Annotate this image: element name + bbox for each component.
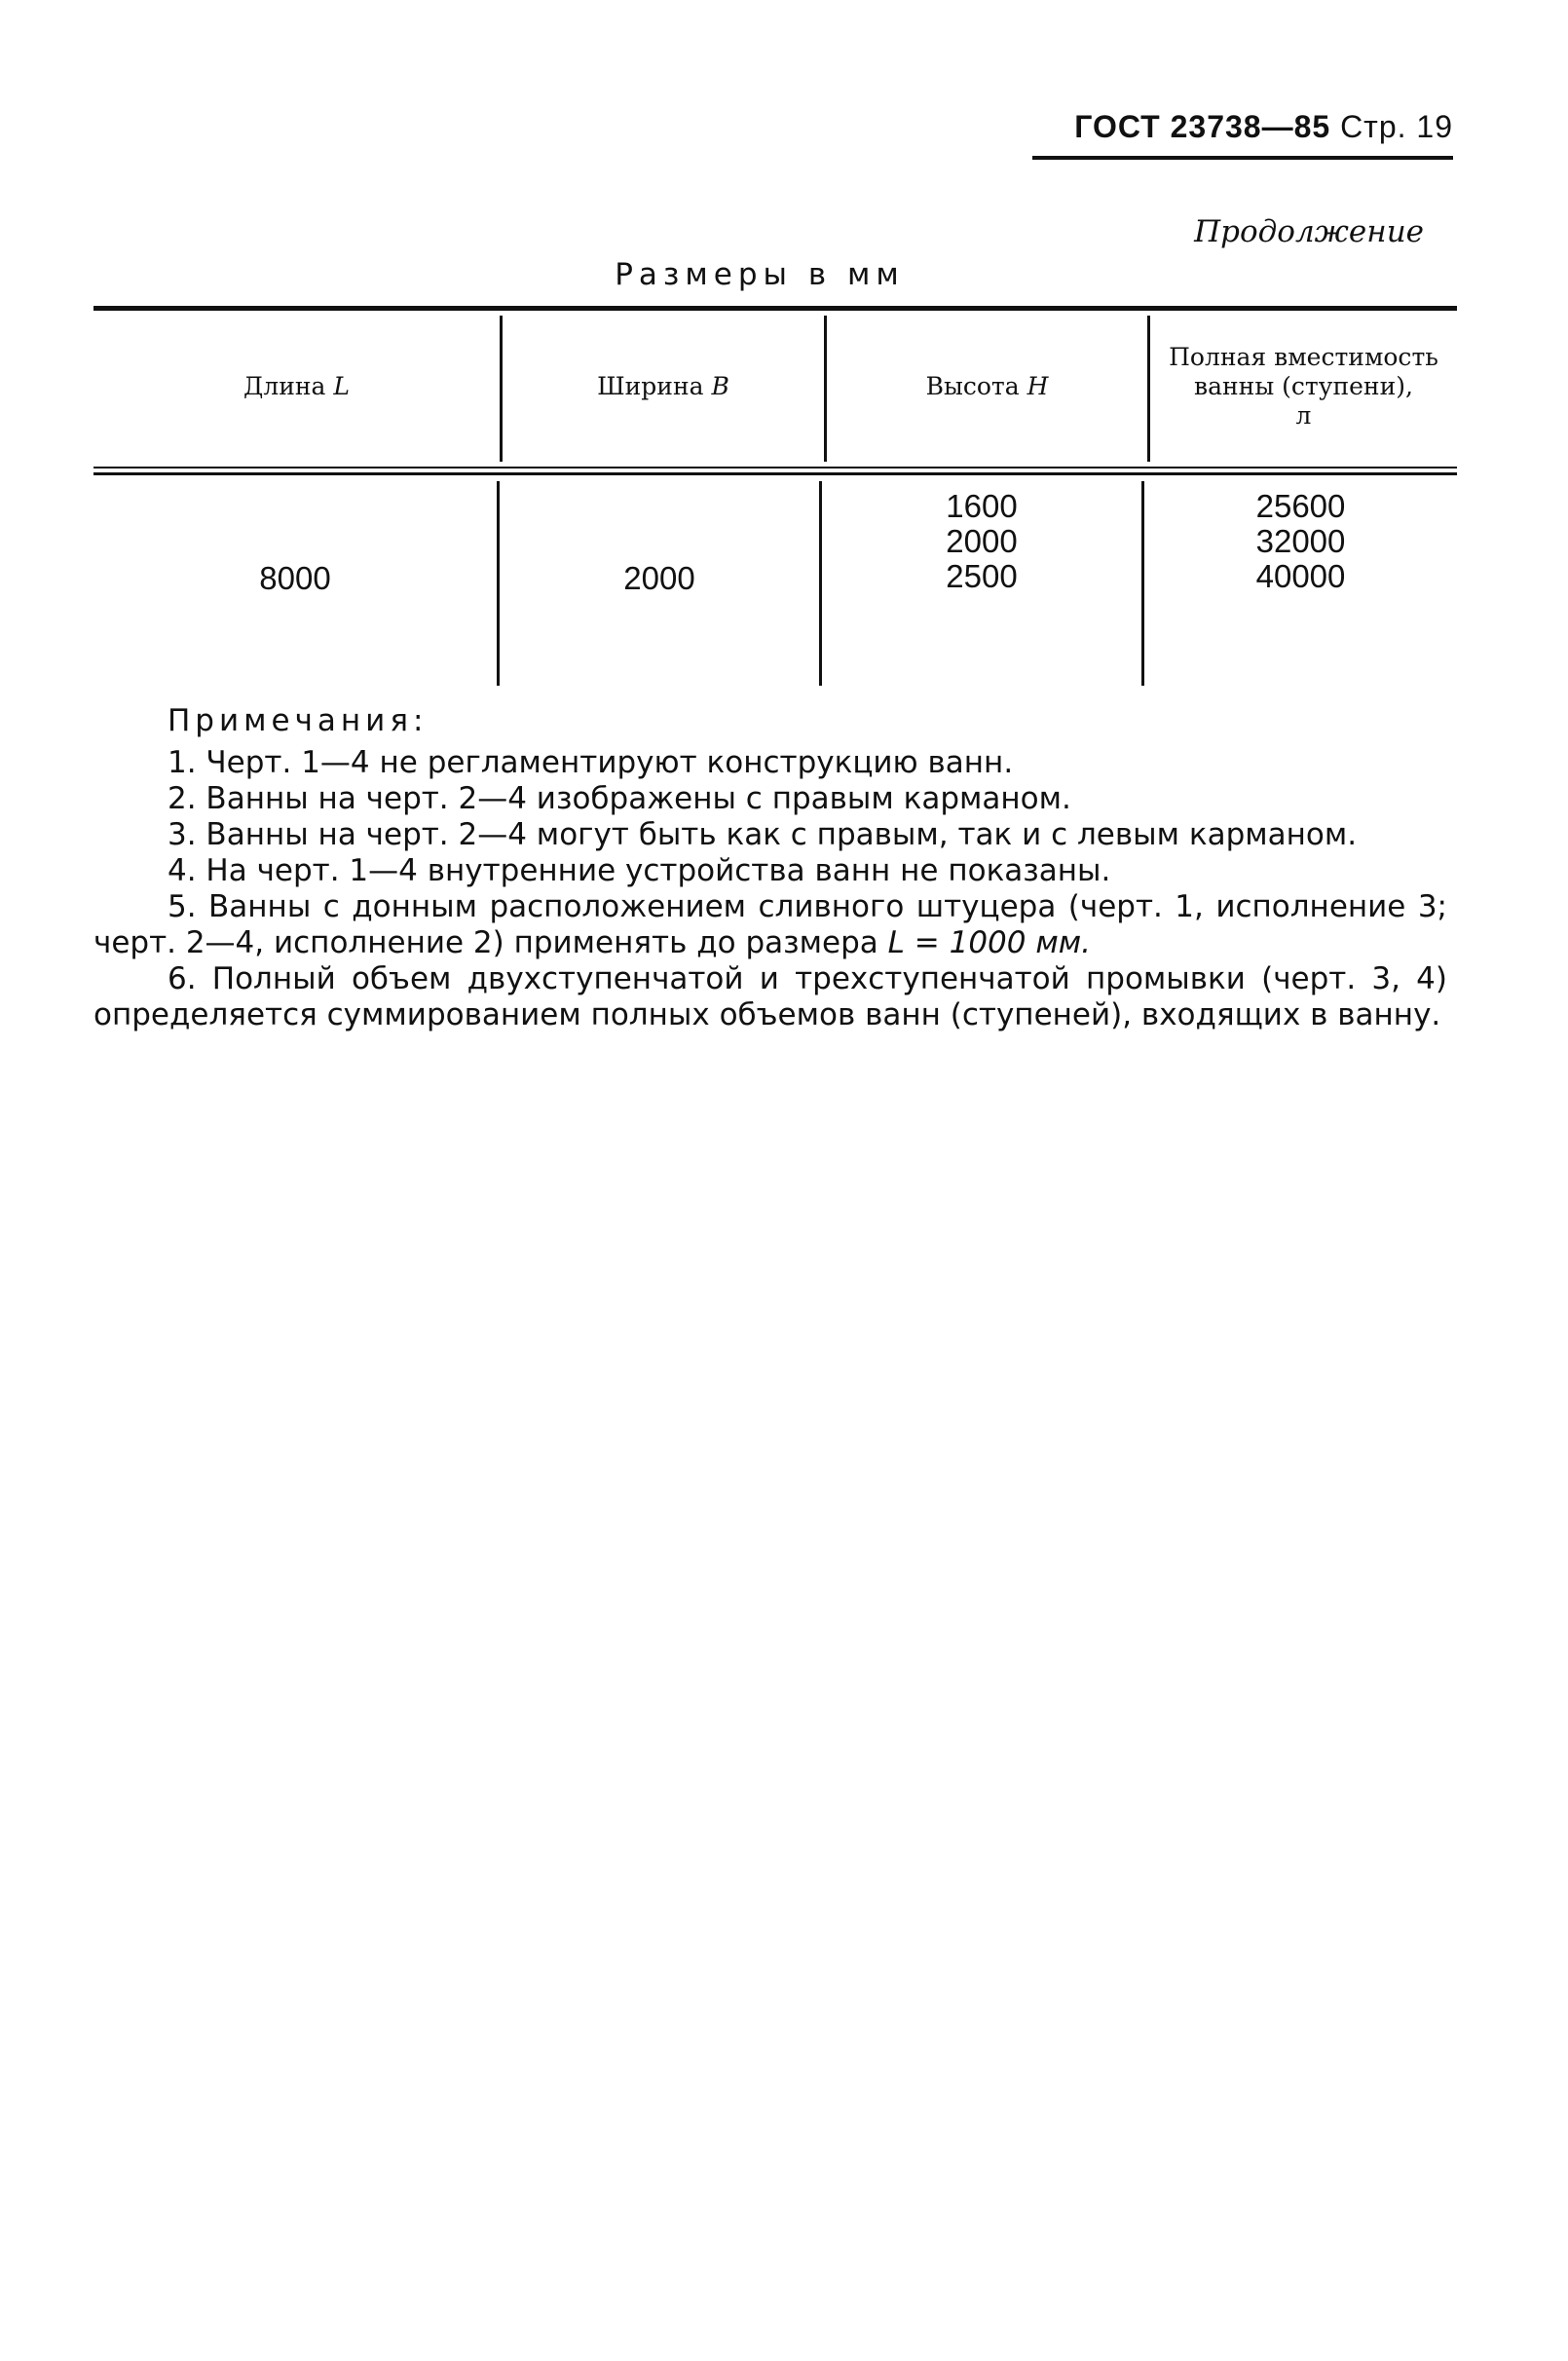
table-header-rule-double — [93, 472, 1457, 475]
header-length — [93, 314, 500, 460]
cell-heights — [822, 481, 1141, 684]
table-header-rule — [93, 467, 1457, 468]
units-caption: Размеры в мм — [615, 257, 905, 292]
cell-capacities — [1144, 481, 1457, 684]
continuation-label: Продолжение — [1194, 214, 1424, 249]
header-length-symbol: L — [333, 372, 350, 400]
standard-number: ГОСТ 23738—85 — [1074, 109, 1331, 144]
header-width-label: Ширина — [597, 372, 704, 400]
header-capacity-line2: ванны (ступени), — [1194, 372, 1413, 400]
page-header — [1032, 109, 1453, 145]
header-capacity-line3: л — [1295, 401, 1312, 430]
notes-title: Примечания: — [168, 703, 429, 738]
note-item: 2. Ванны на черт. 2—4 изображены с правым карманом. — [168, 781, 1071, 816]
note-item: 1. Черт. 1—4 не регламентируют конструкцию ванн. — [168, 745, 1014, 780]
capacity-value: 40000 — [1255, 558, 1346, 594]
header-height-symbol: H — [1027, 372, 1049, 400]
header-length-label: Длина — [243, 372, 326, 400]
note-item — [93, 889, 1447, 961]
note-5-text: 5. Ванны с донным расположением сливного штуцера (черт. 1, исполнение 3; черт. 2—4, исполнение 2) применять до размера — [93, 889, 1447, 960]
capacity-value: 25600 — [1255, 488, 1346, 524]
note-item: 6. Полный объем двухступенчатой и трехступенчатой промывки (черт. 3, 4) определяется суммированием полных объемов ванн (ступеней), входящих в ванну. — [93, 961, 1447, 1032]
capacity-value: 32000 — [1255, 523, 1346, 559]
header-height-label: Высота — [925, 372, 1020, 400]
header-width — [503, 314, 824, 460]
table-top-rule — [93, 306, 1457, 311]
cell-width: 2000 — [623, 560, 695, 596]
page-number: Стр. 19 — [1340, 109, 1453, 144]
height-value: 1600 — [946, 488, 1018, 524]
header-height — [827, 314, 1147, 460]
dimensions-table — [93, 306, 1457, 688]
note-5-tail: L = 1000 мм. — [887, 925, 1091, 960]
note-item: 3. Ванны на черт. 2—4 могут быть как с правым, так и с левым карманом. — [168, 817, 1358, 852]
height-value: 2000 — [946, 523, 1018, 559]
header-capacity-line1: Полная вместимость — [1169, 343, 1438, 371]
cell-length: 8000 — [259, 560, 331, 596]
header-width-symbol: B — [711, 372, 729, 400]
header-rule — [1032, 156, 1453, 160]
note-item: 4. На черт. 1—4 внутренние устройства ванн не показаны. — [168, 853, 1111, 888]
header-capacity — [1150, 314, 1457, 460]
notes-section — [93, 703, 1447, 1033]
height-value: 2500 — [946, 558, 1018, 594]
